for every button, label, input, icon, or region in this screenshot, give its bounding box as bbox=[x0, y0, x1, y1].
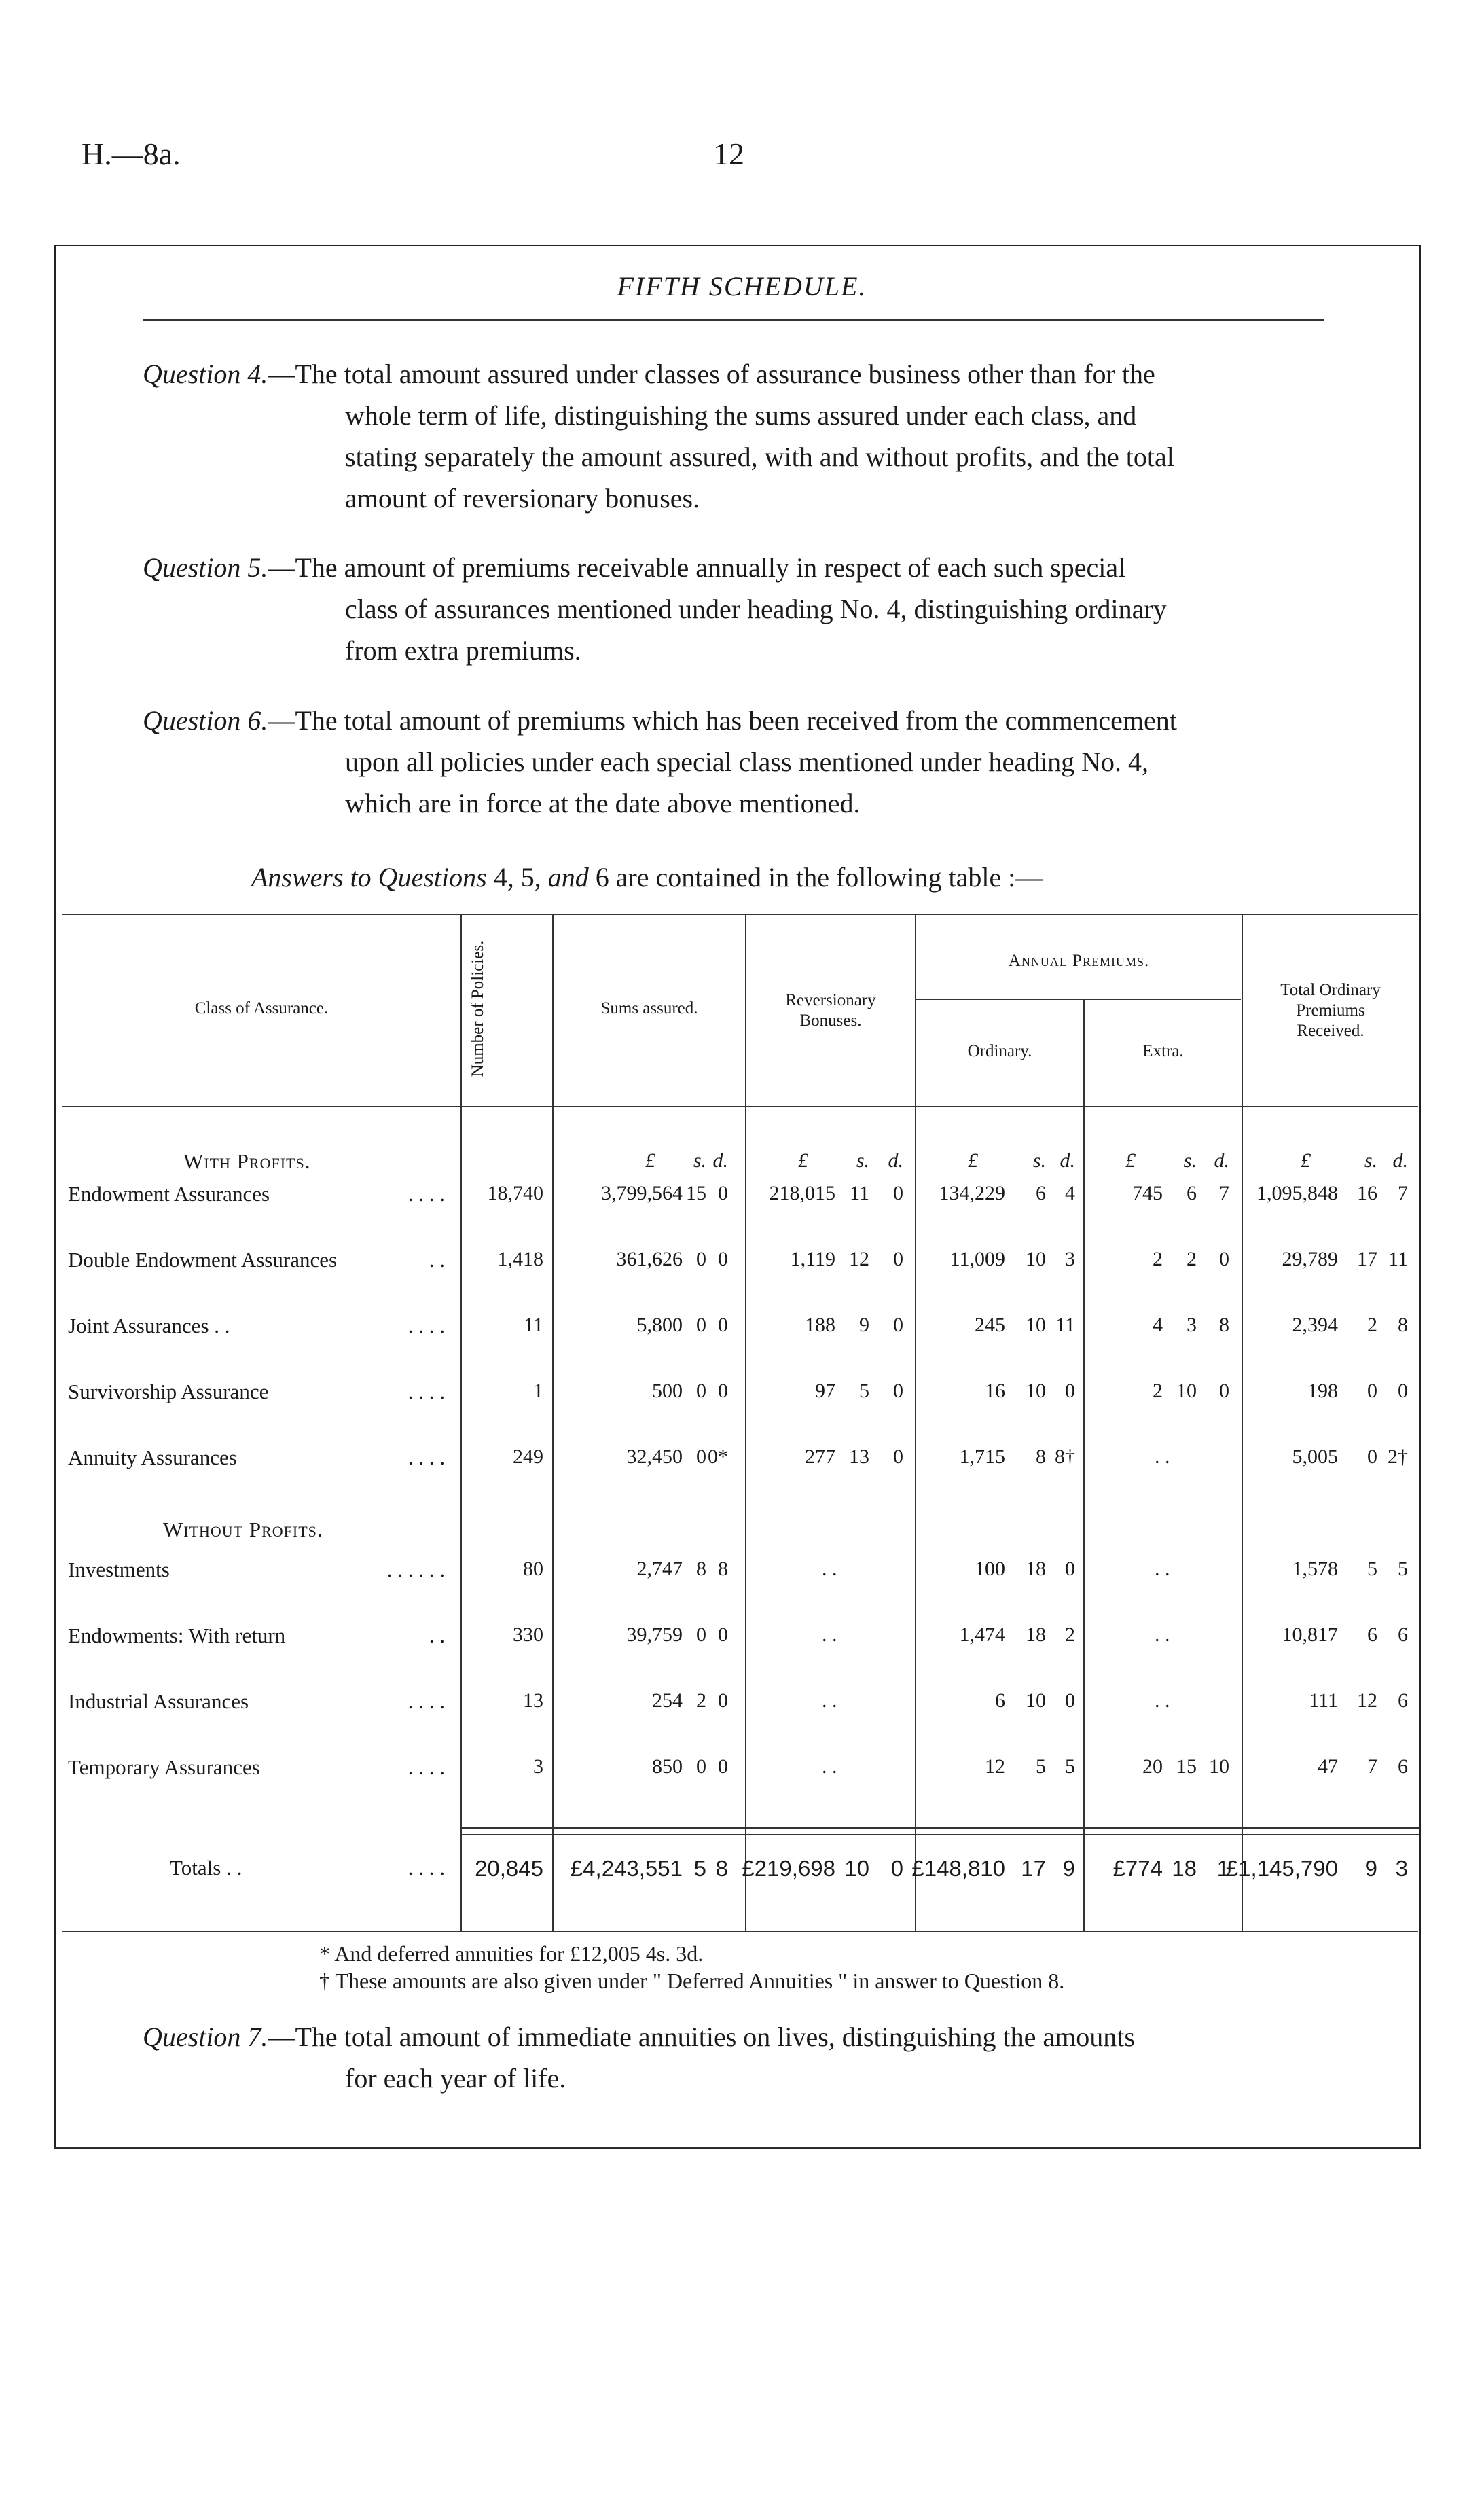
bonus-pounds: 277 bbox=[805, 1446, 835, 1468]
unit-pence: d. bbox=[712, 1149, 728, 1172]
bonus-shillings: 5 bbox=[859, 1380, 869, 1402]
page-reference: H.—8a. bbox=[82, 137, 181, 171]
bonus-pence: 0 bbox=[893, 1182, 903, 1204]
row-leader-dots: . . . . bbox=[408, 1182, 445, 1206]
total-shillings: 9 bbox=[1364, 1856, 1377, 1881]
total-pounds: 198 bbox=[1307, 1380, 1338, 1402]
sums-shillings: 8 bbox=[696, 1558, 706, 1580]
ord-pence: 2 bbox=[1065, 1623, 1075, 1646]
col-rule bbox=[552, 914, 554, 1931]
header-extra: Extra. bbox=[1142, 1042, 1184, 1060]
intro-text: and bbox=[541, 862, 596, 893]
footnote-asterisk: * And deferred annuities for £12,005 4s. 3d. bbox=[319, 1941, 704, 1966]
bonus-pounds: 188 bbox=[805, 1314, 835, 1336]
policies-count: 11 bbox=[524, 1314, 543, 1336]
question-line: whole term of life, distinguishing the sums assured under each class, and bbox=[345, 400, 1137, 431]
header-bottom-rule bbox=[62, 1106, 1418, 1107]
sums-pence: 0 bbox=[718, 1182, 728, 1204]
extra-shillings: 15 bbox=[1176, 1755, 1197, 1778]
total-shillings: 2 bbox=[1367, 1314, 1377, 1336]
bonus-shillings: 11 bbox=[850, 1182, 869, 1204]
unit-pound: £ bbox=[645, 1149, 655, 1172]
extra-pence: 1 bbox=[1216, 1856, 1229, 1881]
sums-shillings: 5 bbox=[693, 1856, 706, 1881]
header-total-line: Premiums bbox=[1296, 1001, 1365, 1020]
extra-shillings: 2 bbox=[1187, 1248, 1197, 1270]
col-rule bbox=[745, 914, 746, 1931]
ord-pence: 4 bbox=[1065, 1182, 1075, 1204]
question-line: The total amount assured under classes of assurance business other than for the bbox=[295, 359, 1155, 389]
ord-pounds: 12 bbox=[985, 1755, 1005, 1778]
total-pounds: £1,145,790 bbox=[1225, 1856, 1338, 1881]
schedule-title: FIFTH SCHEDULE. bbox=[617, 271, 867, 302]
header-ordinary: Ordinary. bbox=[967, 1042, 1032, 1060]
row-label: Joint Assurances . . bbox=[68, 1314, 230, 1338]
total-shillings: 0 bbox=[1367, 1380, 1377, 1402]
extra-shillings: 18 bbox=[1172, 1856, 1197, 1881]
premiums-sub-rule bbox=[915, 999, 1241, 1000]
sums-shillings: 0 bbox=[696, 1314, 706, 1336]
totals-top-rule bbox=[462, 1827, 1419, 1829]
question-label: Question 4. bbox=[143, 359, 268, 389]
extra-pounds: 4 bbox=[1153, 1314, 1163, 1336]
col-rule bbox=[1242, 914, 1243, 1931]
extra-empty: . . bbox=[1155, 1446, 1170, 1468]
row-label: Annuity Assurances bbox=[68, 1446, 237, 1469]
policies-count: 13 bbox=[523, 1689, 543, 1712]
total-pence: 5 bbox=[1398, 1558, 1408, 1580]
totals-top-rule-2 bbox=[462, 1834, 1419, 1835]
sums-pence: 8 bbox=[715, 1856, 728, 1881]
extra-pounds: 20 bbox=[1142, 1755, 1163, 1778]
unit-shillings: s. bbox=[1183, 1149, 1197, 1172]
header-total bbox=[1243, 980, 1418, 1041]
sums-pence: 0 bbox=[718, 1623, 728, 1646]
sums-pounds: 5,800 bbox=[636, 1314, 683, 1336]
extra-pounds: 745 bbox=[1132, 1182, 1163, 1204]
unit-shillings: s. bbox=[1364, 1149, 1377, 1172]
total-pence: 11 bbox=[1388, 1248, 1408, 1270]
ord-pounds: 16 bbox=[985, 1380, 1005, 1402]
unit-pound: £ bbox=[798, 1149, 808, 1172]
row-leader-dots: . . . . bbox=[408, 1755, 445, 1779]
totals-policies: 20,845 bbox=[475, 1856, 543, 1881]
policies-count: 249 bbox=[513, 1446, 543, 1468]
total-shillings: 16 bbox=[1357, 1182, 1377, 1204]
ord-pounds: 134,229 bbox=[939, 1182, 1005, 1204]
unit-pence: d. bbox=[1214, 1149, 1229, 1172]
sums-pounds: 32,450 bbox=[626, 1446, 683, 1468]
extra-empty: . . bbox=[1155, 1689, 1170, 1712]
question-line: The total amount of premiums which has been received from the commencement bbox=[295, 705, 1177, 736]
total-pence: 3 bbox=[1395, 1856, 1408, 1881]
ord-shillings: 18 bbox=[1026, 1623, 1046, 1646]
sums-pounds: 3,799,564 bbox=[601, 1182, 683, 1204]
bonus-empty: . . bbox=[822, 1689, 837, 1712]
row-label: Survivorship Assurance bbox=[68, 1380, 269, 1403]
policies-count: 80 bbox=[523, 1558, 543, 1580]
ord-shillings: 17 bbox=[1021, 1856, 1046, 1881]
sums-shillings: 15 bbox=[686, 1182, 706, 1204]
question-4 bbox=[143, 353, 1331, 519]
row-leader-dots: . . bbox=[429, 1623, 445, 1647]
ord-pounds: 245 bbox=[975, 1314, 1005, 1336]
ord-shillings: 10 bbox=[1026, 1314, 1046, 1336]
question-line: stating separately the amount assured, with and without profits, and the total bbox=[345, 442, 1174, 472]
sums-pounds: 500 bbox=[652, 1380, 683, 1402]
sums-shillings: 0 bbox=[696, 1623, 706, 1646]
sums-shillings: 0 bbox=[696, 1248, 706, 1270]
sums-shillings: 0 bbox=[696, 1446, 706, 1468]
bonus-empty: . . bbox=[822, 1755, 837, 1778]
extra-pence: 0 bbox=[1219, 1380, 1229, 1402]
footnote-dagger: † These amounts are also given under " Deferred Annuities " in answer to Question 8. bbox=[319, 1969, 1065, 1993]
bonus-shillings: 12 bbox=[849, 1248, 869, 1270]
question-line: from extra premiums. bbox=[345, 635, 581, 666]
ord-pounds: £148,810 bbox=[911, 1856, 1005, 1881]
extra-empty: . . bbox=[1155, 1623, 1170, 1646]
total-pence: 8 bbox=[1398, 1314, 1408, 1336]
ord-shillings: 18 bbox=[1026, 1558, 1046, 1580]
question-7 bbox=[143, 2016, 1331, 2099]
sums-pounds: 361,626 bbox=[616, 1248, 683, 1270]
ord-pence: 9 bbox=[1062, 1856, 1075, 1881]
row-leader-dots: . . . . bbox=[408, 1446, 445, 1469]
col-rule bbox=[915, 914, 916, 1931]
ord-pounds: 11,009 bbox=[949, 1248, 1005, 1270]
row-label: Endowment Assurances bbox=[68, 1182, 270, 1206]
extra-pounds: £774 bbox=[1112, 1856, 1163, 1881]
row-leader-dots: . . . . bbox=[408, 1689, 445, 1713]
total-pounds: 2,394 bbox=[1292, 1314, 1338, 1336]
sums-pounds: 850 bbox=[652, 1755, 683, 1778]
unit-pence: d. bbox=[888, 1149, 903, 1172]
row-leader-dots: . . . . bbox=[408, 1380, 445, 1403]
total-pounds: 5,005 bbox=[1292, 1446, 1338, 1468]
ord-pence: 0 bbox=[1065, 1689, 1075, 1712]
policies-count: 1,418 bbox=[497, 1248, 543, 1270]
header-class: Class of Assurance. bbox=[194, 999, 329, 1018]
ord-shillings: 10 bbox=[1026, 1248, 1046, 1270]
table-intro bbox=[251, 861, 1043, 893]
unit-shillings: s. bbox=[856, 1149, 869, 1172]
ord-pounds: 1,474 bbox=[959, 1623, 1005, 1646]
question-5 bbox=[143, 547, 1331, 671]
sums-pence: 0 bbox=[718, 1689, 728, 1712]
table-end-rule bbox=[62, 1931, 1418, 1932]
header-bonuses bbox=[746, 990, 915, 1031]
bonus-pounds: £219,698 bbox=[742, 1856, 835, 1881]
bonus-shillings: 10 bbox=[844, 1856, 869, 1881]
intro-text: 6 bbox=[595, 862, 609, 893]
total-pounds: 111 bbox=[1309, 1689, 1338, 1712]
row-leader-dots: . . . . . . bbox=[386, 1558, 445, 1581]
question-line: which are in force at the date above mentioned. bbox=[345, 788, 861, 819]
col-rule bbox=[1083, 999, 1085, 1931]
question-dash: — bbox=[268, 2022, 295, 2052]
extra-shillings: 3 bbox=[1187, 1314, 1197, 1336]
ord-shillings: 10 bbox=[1026, 1380, 1046, 1402]
bonus-empty: . . bbox=[822, 1623, 837, 1646]
bonus-pence: 0 bbox=[893, 1446, 903, 1468]
question-line: amount of reversionary bonuses. bbox=[345, 483, 700, 514]
sums-pence: 8 bbox=[718, 1558, 728, 1580]
sums-pence: 0 bbox=[718, 1314, 728, 1336]
policies-count: 1 bbox=[533, 1380, 543, 1402]
unit-pound: £ bbox=[1301, 1149, 1311, 1172]
row-label: Endowments: With return bbox=[68, 1623, 286, 1647]
row-leader-dots: . . . . bbox=[408, 1314, 445, 1338]
question-6 bbox=[143, 700, 1331, 824]
sums-pence: 0 bbox=[718, 1380, 728, 1402]
extra-pence: 0 bbox=[1219, 1248, 1229, 1270]
sums-shillings: 0 bbox=[696, 1755, 706, 1778]
totals-label: Totals . . bbox=[170, 1856, 242, 1880]
total-pence: 0 bbox=[1398, 1380, 1408, 1402]
ord-pence: 5 bbox=[1065, 1755, 1075, 1778]
sums-shillings: 2 bbox=[696, 1689, 706, 1712]
extra-pounds: 2 bbox=[1153, 1248, 1163, 1270]
ord-pounds: 6 bbox=[995, 1689, 1005, 1712]
total-pounds: 1,095,848 bbox=[1256, 1182, 1338, 1204]
sums-pounds: 39,759 bbox=[626, 1623, 683, 1646]
bonus-pence: 0 bbox=[893, 1314, 903, 1336]
intro-text: Answers to Questions bbox=[251, 862, 494, 893]
question-dash: — bbox=[268, 552, 295, 583]
sums-pence: 0 bbox=[718, 1248, 728, 1270]
row-label: Double Endowment Assurances bbox=[68, 1248, 338, 1272]
bonus-empty: . . bbox=[822, 1558, 837, 1580]
totals-leader-dots: . . . . bbox=[408, 1856, 445, 1880]
question-label: Question 6. bbox=[143, 705, 268, 736]
bonus-shillings: 9 bbox=[859, 1314, 869, 1336]
unit-shillings: s. bbox=[693, 1149, 706, 1172]
total-shillings: 5 bbox=[1367, 1558, 1377, 1580]
question-dash: — bbox=[268, 705, 295, 736]
row-label: Industrial Assurances bbox=[68, 1689, 249, 1713]
bonus-pounds: 97 bbox=[815, 1380, 835, 1402]
sums-pounds: 254 bbox=[652, 1689, 683, 1712]
ord-pounds: 1,715 bbox=[959, 1446, 1005, 1468]
frame-bottom-rule bbox=[54, 2147, 1419, 2148]
total-pence: 6 bbox=[1398, 1755, 1408, 1778]
sums-pounds: £4,243,551 bbox=[570, 1856, 683, 1881]
total-pounds: 47 bbox=[1318, 1755, 1338, 1778]
sums-pounds: 2,747 bbox=[636, 1558, 683, 1580]
sums-pence: 0* bbox=[708, 1446, 728, 1468]
policies-count: 3 bbox=[533, 1755, 543, 1778]
page-number: 12 bbox=[713, 137, 744, 171]
ord-pence: 3 bbox=[1065, 1248, 1075, 1270]
header-bonuses-line: Bonuses. bbox=[799, 1011, 862, 1030]
total-shillings: 0 bbox=[1367, 1446, 1377, 1468]
ord-pence: 11 bbox=[1055, 1314, 1075, 1336]
extra-shillings: 6 bbox=[1187, 1182, 1197, 1204]
policies-count: 18,740 bbox=[487, 1182, 543, 1204]
question-dash: — bbox=[268, 359, 295, 389]
sums-pence: 0 bbox=[718, 1755, 728, 1778]
ord-shillings: 6 bbox=[1036, 1182, 1046, 1204]
header-total-line: Received. bbox=[1297, 1022, 1364, 1040]
ord-pence: 0 bbox=[1065, 1558, 1075, 1580]
unit-pence: d. bbox=[1392, 1149, 1408, 1172]
header-policies: Number of Policies. bbox=[469, 940, 487, 1077]
extra-pounds: 2 bbox=[1153, 1380, 1163, 1402]
total-pounds: 10,817 bbox=[1282, 1623, 1338, 1646]
ord-pence: 0 bbox=[1065, 1380, 1075, 1402]
question-line: class of assurances mentioned under heading No. 4, distinguishing ordinary bbox=[345, 594, 1167, 624]
bonus-pence: 0 bbox=[893, 1248, 903, 1270]
bonus-pence: 0 bbox=[890, 1856, 903, 1881]
question-line: The total amount of immediate annuities on lives, distinguishing the amounts bbox=[295, 2022, 1135, 2052]
extra-empty: . . bbox=[1155, 1558, 1170, 1580]
row-label: Temporary Assurances bbox=[68, 1755, 260, 1779]
header-bonuses-line: Reversionary bbox=[785, 991, 876, 1009]
title-rule bbox=[143, 319, 1324, 321]
question-label: Question 5. bbox=[143, 552, 268, 583]
question-label: Question 7. bbox=[143, 2022, 268, 2052]
ord-shillings: 10 bbox=[1026, 1689, 1046, 1712]
total-pounds: 1,578 bbox=[1292, 1558, 1338, 1580]
total-shillings: 7 bbox=[1367, 1755, 1377, 1778]
question-line: upon all policies under each special class mentioned under heading No. 4, bbox=[345, 747, 1148, 777]
total-pence: 6 bbox=[1398, 1623, 1408, 1646]
row-label: Investments bbox=[68, 1558, 170, 1581]
with-profits-label: With Profits. bbox=[183, 1149, 311, 1173]
total-pence: 6 bbox=[1398, 1689, 1408, 1712]
ord-shillings: 8 bbox=[1036, 1446, 1046, 1468]
header-total-line: Total Ordinary bbox=[1280, 981, 1381, 999]
total-pence: 2† bbox=[1388, 1446, 1408, 1468]
unit-shillings: s. bbox=[1032, 1149, 1046, 1172]
policies-count: 330 bbox=[513, 1623, 543, 1646]
sums-shillings: 0 bbox=[696, 1380, 706, 1402]
intro-text: 4, 5, bbox=[493, 862, 541, 893]
bonus-pence: 0 bbox=[893, 1380, 903, 1402]
header-sums: Sums assured. bbox=[600, 999, 698, 1018]
question-line: for each year of life. bbox=[345, 2063, 566, 2094]
col-rule bbox=[460, 914, 462, 1931]
extra-pence: 10 bbox=[1209, 1755, 1229, 1778]
unit-pence: d. bbox=[1060, 1149, 1075, 1172]
bonus-pounds: 1,119 bbox=[790, 1248, 835, 1270]
extra-shillings: 10 bbox=[1176, 1380, 1197, 1402]
total-pence: 7 bbox=[1398, 1182, 1408, 1204]
row-leader-dots: . . bbox=[429, 1248, 445, 1272]
ord-pounds: 100 bbox=[975, 1558, 1005, 1580]
total-shillings: 6 bbox=[1367, 1623, 1377, 1646]
total-shillings: 12 bbox=[1357, 1689, 1377, 1712]
question-line: The amount of premiums receivable annually in respect of each such special bbox=[295, 552, 1126, 583]
ord-shillings: 5 bbox=[1036, 1755, 1046, 1778]
total-shillings: 17 bbox=[1357, 1248, 1377, 1270]
extra-pence: 7 bbox=[1219, 1182, 1229, 1204]
unit-pound: £ bbox=[968, 1149, 978, 1172]
extra-pence: 8 bbox=[1219, 1314, 1229, 1336]
total-pounds: 29,789 bbox=[1282, 1248, 1338, 1270]
without-profits-label: Without Profits. bbox=[163, 1518, 323, 1541]
intro-text: are contained in the following table :— bbox=[609, 862, 1043, 893]
ord-pence: 8† bbox=[1055, 1446, 1075, 1468]
bonus-shillings: 13 bbox=[849, 1446, 869, 1468]
header-annual-premiums: Annual Premiums. bbox=[1008, 952, 1150, 970]
bonus-pounds: 218,015 bbox=[769, 1182, 835, 1204]
unit-pound: £ bbox=[1125, 1149, 1136, 1172]
table-top-rule bbox=[62, 914, 1418, 915]
